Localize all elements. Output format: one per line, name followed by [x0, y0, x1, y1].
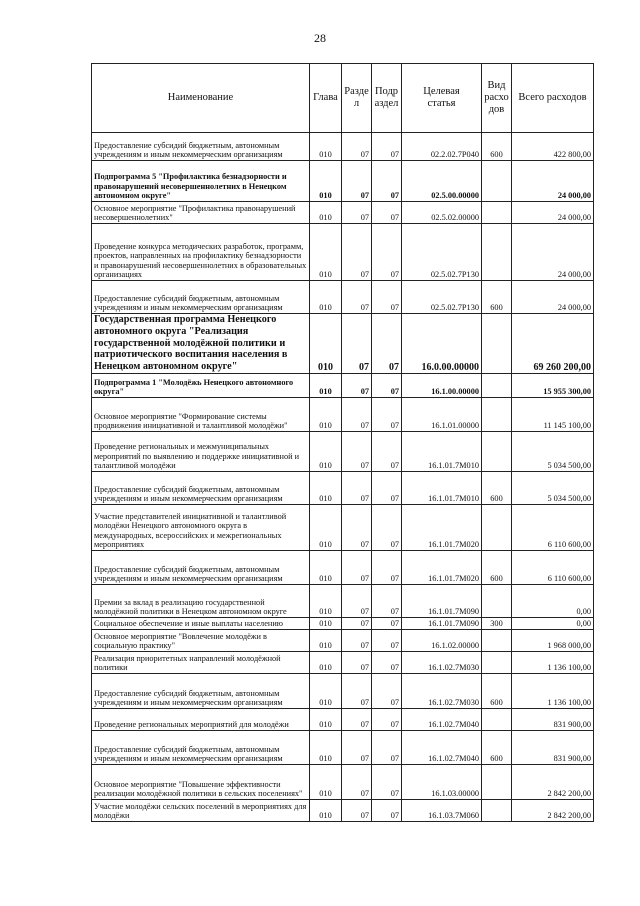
- row-name: Реализация приоритетных направлений молодёжной политики: [92, 652, 310, 674]
- row-article: 16.0.00.00000: [402, 314, 482, 374]
- row-article: 16.1.02.7М040: [402, 709, 482, 731]
- row-razdel: 07: [342, 398, 372, 432]
- row-razdel: 07: [342, 765, 372, 800]
- row-name: Предоставление субсидий бюджетным, автономным учреждениям и иным некоммерческим организациям: [92, 731, 310, 765]
- table-row: [92, 551, 594, 585]
- table-row: [92, 585, 594, 618]
- row-total: 24 000,00: [512, 202, 594, 224]
- row-total: 1 136 100,00: [512, 652, 594, 674]
- table-row: [92, 630, 594, 652]
- row-total: 831 900,00: [512, 731, 594, 765]
- row-glava: 010: [310, 674, 342, 709]
- row-total: 5 034 500,00: [512, 472, 594, 505]
- row-article: 16.1.01.7М010: [402, 432, 482, 472]
- row-total: 1 968 000,00: [512, 630, 594, 652]
- row-podrazdel: 07: [372, 765, 402, 800]
- row-razdel: 07: [342, 709, 372, 731]
- row-name: Премии за вклад в реализацию государственной молодёжной политики в Ненецком автономном округе: [92, 585, 310, 618]
- row-glava: 010: [310, 314, 342, 374]
- row-glava: 010: [310, 652, 342, 674]
- table-row: [92, 432, 594, 472]
- row-razdel: 07: [342, 224, 372, 281]
- row-article: 16.1.02.7М030: [402, 674, 482, 709]
- table-row: [92, 281, 594, 314]
- row-razdel: 07: [342, 314, 372, 374]
- row-podrazdel: 07: [372, 398, 402, 432]
- row-article: 16.1.01.7М020: [402, 551, 482, 585]
- row-podrazdel: 07: [372, 800, 402, 822]
- row-vid: 600: [482, 133, 512, 161]
- row-podrazdel: 07: [372, 505, 402, 551]
- row-razdel: 07: [342, 281, 372, 314]
- row-total: 69 260 200,00: [512, 314, 594, 374]
- row-article: 16.1.02.7М040: [402, 731, 482, 765]
- row-razdel: 07: [342, 630, 372, 652]
- row-total: 831 900,00: [512, 709, 594, 731]
- row-podrazdel: 07: [372, 652, 402, 674]
- row-article: 16.1.01.7М020: [402, 505, 482, 551]
- row-vid: [482, 224, 512, 281]
- row-vid: [482, 432, 512, 472]
- row-name: Проведение региональных мероприятий для молодёжи: [92, 709, 310, 731]
- row-podrazdel: 07: [372, 281, 402, 314]
- row-razdel: 07: [342, 472, 372, 505]
- table-row: [92, 374, 594, 398]
- row-razdel: 07: [342, 800, 372, 822]
- table-row: [92, 765, 594, 800]
- row-article: 16.1.01.00000: [402, 398, 482, 432]
- row-total: 24 000,00: [512, 281, 594, 314]
- row-vid: [482, 630, 512, 652]
- table-header-row: [92, 64, 594, 133]
- row-article: 16.1.02.7М030: [402, 652, 482, 674]
- row-glava: 010: [310, 551, 342, 585]
- row-total: 0,00: [512, 585, 594, 618]
- table-row: [92, 314, 594, 374]
- row-glava: 010: [310, 630, 342, 652]
- table-row: [92, 674, 594, 709]
- row-name: Предоставление субсидий бюджетным, автономным учреждениям и иным некоммерческим организациям: [92, 472, 310, 505]
- row-article: 02.5.02.00000: [402, 202, 482, 224]
- row-glava: 010: [310, 398, 342, 432]
- row-razdel: 07: [342, 133, 372, 161]
- row-podrazdel: 07: [372, 314, 402, 374]
- row-glava: 010: [310, 765, 342, 800]
- row-podrazdel: 07: [372, 551, 402, 585]
- row-razdel: 07: [342, 652, 372, 674]
- row-podrazdel: 07: [372, 674, 402, 709]
- row-total: 24 000,00: [512, 224, 594, 281]
- row-razdel: 07: [342, 161, 372, 202]
- row-name: Государственная программа Ненецкого автономного округа "Реализация государственной молодёжной политики и патриотического воспитания населения в Ненецком автономном округе": [92, 314, 310, 374]
- row-total: 422 800,00: [512, 133, 594, 161]
- row-vid: [482, 398, 512, 432]
- row-glava: 010: [310, 202, 342, 224]
- col-header-total: Всего расходов: [512, 64, 594, 133]
- row-name: Участие молодёжи сельских поселений в мероприятиях для молодёжи: [92, 800, 310, 822]
- row-razdel: 07: [342, 202, 372, 224]
- row-razdel: 07: [342, 551, 372, 585]
- row-name: Проведение региональных и межмуниципальных мероприятий по выявлению и поддержке инициативной и талантливой молодёжи: [92, 432, 310, 472]
- row-vid: [482, 800, 512, 822]
- row-razdel: 07: [342, 731, 372, 765]
- row-name: Предоставление субсидий бюджетным, автономным учреждениям и иным некоммерческим организациям: [92, 551, 310, 585]
- row-glava: 010: [310, 472, 342, 505]
- row-name: Предоставление субсидий бюджетным, автономным учреждениям и иным некоммерческим организациям: [92, 674, 310, 709]
- budget-table: [91, 63, 594, 822]
- col-header-glava: Глава: [310, 64, 342, 133]
- col-header-razdel: Разде л: [342, 64, 372, 133]
- row-vid: [482, 585, 512, 618]
- row-article: 02.2.02.7Р040: [402, 133, 482, 161]
- row-vid: [482, 314, 512, 374]
- row-article: 02.5.02.7Р130: [402, 224, 482, 281]
- row-total: 1 136 100,00: [512, 674, 594, 709]
- row-razdel: 07: [342, 432, 372, 472]
- row-podrazdel: 07: [372, 472, 402, 505]
- row-article: 16.1.03.7М060: [402, 800, 482, 822]
- row-total: 0,00: [512, 618, 594, 630]
- row-vid: [482, 161, 512, 202]
- table-row: [92, 398, 594, 432]
- row-article: 16.1.02.00000: [402, 630, 482, 652]
- row-article: 16.1.03.00000: [402, 765, 482, 800]
- table-row: [92, 709, 594, 731]
- row-podrazdel: 07: [372, 731, 402, 765]
- row-name: Подпрограмма 1 "Молодёжь Ненецкого автономного округа": [92, 374, 310, 398]
- col-header-podrazdel: Подр аздел: [372, 64, 402, 133]
- col-header-article: Целевая статья: [402, 64, 482, 133]
- row-vid: [482, 709, 512, 731]
- row-vid: [482, 374, 512, 398]
- row-razdel: 07: [342, 674, 372, 709]
- row-vid: 600: [482, 551, 512, 585]
- row-name: Предоставление субсидий бюджетным, автономным учреждениям и иным некоммерческим организациям: [92, 281, 310, 314]
- row-article: 02.5.00.00000: [402, 161, 482, 202]
- row-glava: 010: [310, 281, 342, 314]
- row-name: Основное мероприятие "Формирование системы продвижения инициативной и талантливой молодёжи": [92, 398, 310, 432]
- row-vid: [482, 505, 512, 551]
- row-podrazdel: 07: [372, 161, 402, 202]
- row-name: Подпрограмма 5 "Профилактика безнадзорности и правонарушений несовершеннолетних в Ненецком автономном округе": [92, 161, 310, 202]
- row-glava: 010: [310, 133, 342, 161]
- row-total: 24 000,00: [512, 161, 594, 202]
- table-row: [92, 161, 594, 202]
- row-podrazdel: 07: [372, 709, 402, 731]
- row-total: 2 842 200,00: [512, 800, 594, 822]
- row-podrazdel: 07: [372, 224, 402, 281]
- table-row: [92, 652, 594, 674]
- row-total: 11 145 100,00: [512, 398, 594, 432]
- row-glava: 010: [310, 161, 342, 202]
- row-podrazdel: 07: [372, 202, 402, 224]
- row-podrazdel: 07: [372, 432, 402, 472]
- table-row: [92, 800, 594, 822]
- row-glava: 010: [310, 432, 342, 472]
- row-podrazdel: 07: [372, 585, 402, 618]
- row-podrazdel: 07: [372, 374, 402, 398]
- table-row: [92, 133, 594, 161]
- row-podrazdel: 07: [372, 630, 402, 652]
- row-total: 2 842 200,00: [512, 765, 594, 800]
- row-vid: [482, 765, 512, 800]
- row-glava: 010: [310, 585, 342, 618]
- row-name: Социальное обеспечение и иные выплаты населению: [92, 618, 310, 630]
- row-name: Участие представителей инициативной и талантливой молодёжи Ненецкого автономного округа в международных, всероссийских и межрегиональных мероприятиях: [92, 505, 310, 551]
- row-razdel: 07: [342, 374, 372, 398]
- row-article: 16.1.00.00000: [402, 374, 482, 398]
- row-vid: [482, 652, 512, 674]
- row-glava: 010: [310, 505, 342, 551]
- row-name: Основное мероприятие "Вовлечение молодёжи в социальную практику": [92, 630, 310, 652]
- row-total: 5 034 500,00: [512, 432, 594, 472]
- col-header-vid: Вид расхо дов: [482, 64, 512, 133]
- row-glava: 010: [310, 731, 342, 765]
- row-vid: 600: [482, 731, 512, 765]
- table-row: [92, 224, 594, 281]
- table-row: [92, 202, 594, 224]
- row-glava: 010: [310, 224, 342, 281]
- row-glava: 010: [310, 618, 342, 630]
- row-total: 15 955 300,00: [512, 374, 594, 398]
- row-article: 16.1.01.7М090: [402, 618, 482, 630]
- row-vid: 600: [482, 674, 512, 709]
- row-vid: [482, 202, 512, 224]
- row-name: Основное мероприятие "Повышение эффективности реализации молодёжной политики в сельских поселениях": [92, 765, 310, 800]
- row-name: Предоставление субсидий бюджетным, автономным учреждениям и иным некоммерческим организациям: [92, 133, 310, 161]
- page-number: 28: [314, 31, 326, 45]
- col-header-name: Наименование: [92, 64, 310, 133]
- table-row: [92, 618, 594, 630]
- row-article: 16.1.01.7М010: [402, 472, 482, 505]
- row-article: 02.5.02.7Р130: [402, 281, 482, 314]
- row-glava: 010: [310, 709, 342, 731]
- row-podrazdel: 07: [372, 133, 402, 161]
- row-vid: 600: [482, 281, 512, 314]
- row-razdel: 07: [342, 618, 372, 630]
- table-row: [92, 505, 594, 551]
- row-glava: 010: [310, 374, 342, 398]
- row-article: 16.1.01.7М090: [402, 585, 482, 618]
- row-podrazdel: 07: [372, 618, 402, 630]
- table-row: [92, 731, 594, 765]
- row-glava: 010: [310, 800, 342, 822]
- row-total: 6 110 600,00: [512, 505, 594, 551]
- row-vid: 600: [482, 472, 512, 505]
- row-name: Основное мероприятие "Профилактика правонарушений несовершеннолетних": [92, 202, 310, 224]
- row-name: Проведение конкурса методических разработок, программ, проектов, направленных на профилактику безнадзорности и правонарушений несовершеннолетних в образовательных организациях: [92, 224, 310, 281]
- row-vid: 300: [482, 618, 512, 630]
- row-razdel: 07: [342, 505, 372, 551]
- row-razdel: 07: [342, 585, 372, 618]
- row-total: 6 110 600,00: [512, 551, 594, 585]
- table-row: [92, 472, 594, 505]
